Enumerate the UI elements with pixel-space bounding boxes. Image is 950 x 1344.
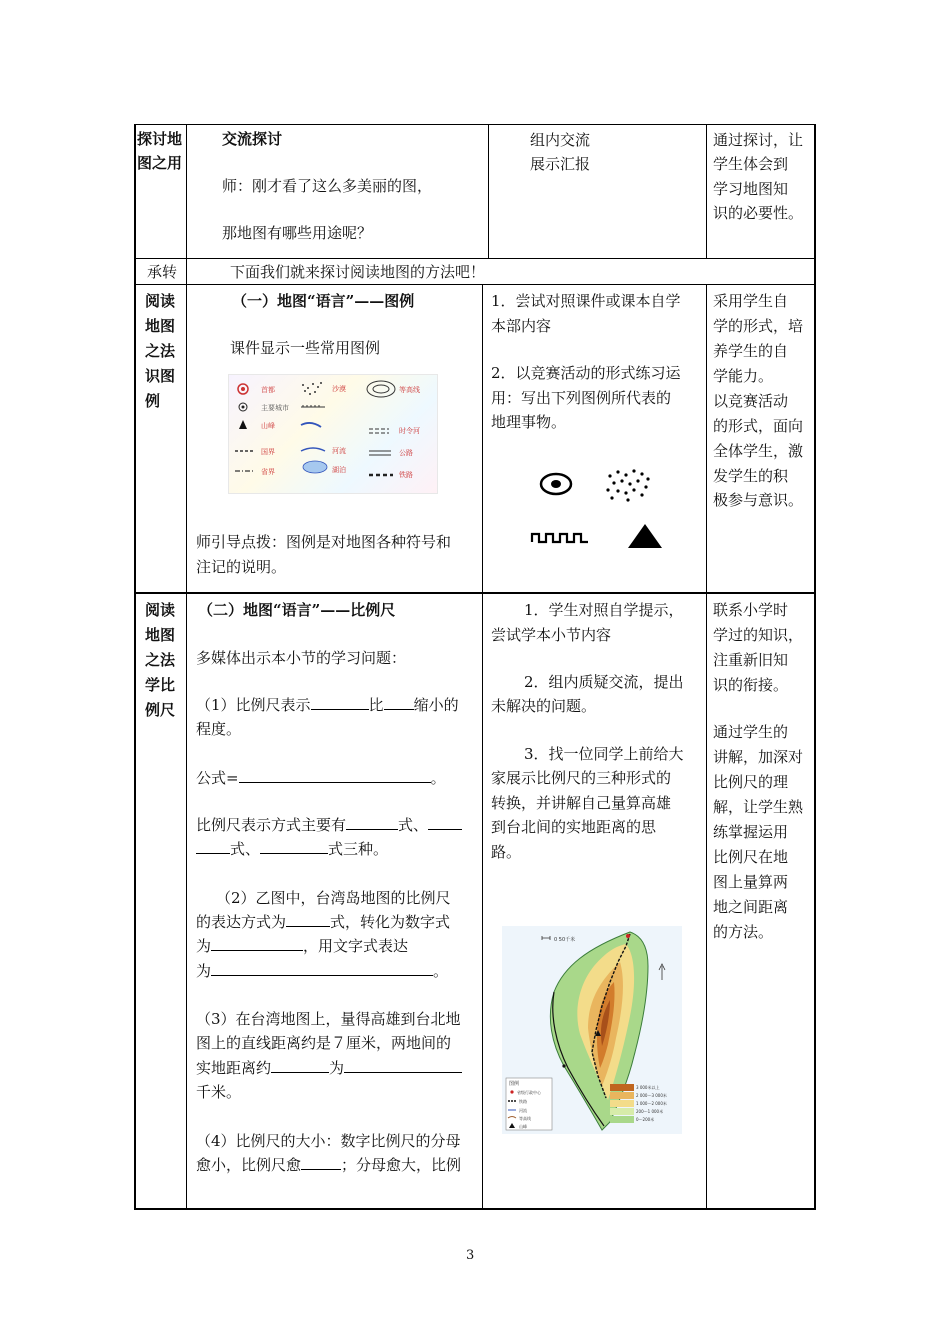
row4-student-line: 2．组内质疑交流，提出 [524, 673, 684, 691]
row3-intent-line: 极参与意识。 [713, 491, 804, 509]
row4-intent-line: 地之间距离 [713, 898, 789, 916]
row3-student-line: 2．以竞赛活动的形式练习运 [491, 364, 681, 382]
row1-intent-line: 通过探讨，让 [713, 131, 804, 149]
row4-student-line: 未解决的问题。 [491, 697, 597, 715]
row1-student-line2: 展示汇报 [530, 155, 591, 173]
row4-intent-line: 讲解，加深对 [713, 748, 804, 766]
blank-field[interactable] [301, 1153, 341, 1170]
row4-intent-line: 比例尺的理 [713, 773, 789, 791]
row4-teacher-title: （二）地图“语言”——比例尺 [198, 601, 396, 619]
blank-field[interactable] [344, 1056, 462, 1073]
row4-intent-line: 的方法。 [713, 923, 774, 941]
col-divider [186, 124, 187, 258]
page-number: 3 [466, 1248, 475, 1263]
svg-text:等高线: 等高线 [519, 1116, 531, 1121]
row4-intent-line: 注重新旧知 [713, 651, 789, 669]
row1-teacher-line1: 师：刚才看了这么多美丽的图， [222, 177, 433, 195]
row4-label: 地图 [145, 626, 176, 644]
svg-text:首都: 首都 [261, 386, 275, 394]
row4-student-line: 3．找一位同学上前给大 [524, 745, 684, 763]
blank-field[interactable] [311, 693, 369, 710]
row3-label: 地图 [145, 317, 176, 335]
svg-text:河流: 河流 [332, 447, 346, 455]
row4-intent-line: 联系小学时 [713, 601, 789, 619]
svg-text:山峰: 山峰 [261, 422, 275, 430]
row4-label: 阅读 [145, 601, 176, 619]
row3-teacher-title: （一）地图“语言”——图例 [232, 292, 415, 310]
question-1-line2: 程度。 [196, 720, 242, 738]
row3-intent-line: 学能力。 [713, 367, 774, 385]
svg-text:铁路: 铁路 [399, 471, 413, 479]
row4-label: 例尺 [145, 701, 176, 719]
row4-teacher-intro: 多媒体出示本小节的学习问题： [196, 649, 407, 667]
col-divider [482, 284, 483, 1210]
blank-field[interactable] [211, 934, 303, 951]
row3-label: 例 [145, 392, 161, 410]
blank-field[interactable] [196, 837, 230, 854]
svg-text:0 50千米: 0 50千米 [554, 937, 576, 943]
blank-field[interactable] [346, 813, 398, 830]
svg-text:省级行政中心: 省级行政中心 [517, 1090, 541, 1095]
row4-student-line: 家展示比例尺的三种形式的 [491, 769, 672, 787]
row4-student-line: 路。 [491, 843, 522, 861]
table-border-right [814, 124, 816, 1210]
row1-intent-line: 识的必要性。 [713, 204, 804, 222]
blank-field[interactable] [271, 1056, 329, 1073]
row3-student-line: 1．尝试对照课件或课本自学 [491, 292, 681, 310]
row3-intent-line: 全体学生，激 [713, 442, 804, 460]
row1-intent-line: 学生体会到 [713, 155, 789, 173]
question-2-line3: 为 ，用文字式表达 [196, 934, 408, 958]
blank-field[interactable] [428, 813, 462, 830]
row3-intent-line: 的形式，面向 [713, 417, 804, 435]
question-3-line2: 图上的直线距离约是７厘米，两地间的 [196, 1034, 452, 1052]
row4-intent-line: 通过学生的 [713, 723, 789, 741]
svg-text:图例: 图例 [509, 1081, 520, 1087]
question-3-line4: 千米。 [196, 1083, 242, 1101]
row4-intent-line: 图上量算两 [713, 873, 789, 891]
row3-student-line: 地理事物。 [491, 413, 567, 431]
svg-text:主要城市: 主要城市 [261, 404, 289, 412]
table-border-left [134, 124, 136, 1210]
row4-student-line: 1．学生对照自学提示， [524, 601, 684, 619]
great-wall-symbol-icon [532, 534, 588, 542]
row4-label: 学比 [145, 676, 176, 694]
blank-field[interactable] [211, 959, 433, 976]
svg-text:公路: 公路 [399, 449, 413, 457]
question-4-line1: （4）比例尺的大小：数字比例尺的分母 [196, 1132, 461, 1150]
col-divider [186, 258, 187, 284]
symbol-quiz-figures [528, 462, 668, 554]
row3-teacher-note: 课件显示一些常用图例 [230, 339, 381, 357]
row4-intent-line: 解，让学生熟 [713, 798, 804, 816]
question-2-line2: 的表达方式为 式，转化为数字式 [196, 910, 450, 934]
row4-student-line: 到台北间的实地距离的思 [491, 818, 657, 836]
blank-field[interactable] [384, 693, 414, 710]
row1-intent-line: 学习地图知 [713, 180, 789, 198]
col-divider [186, 284, 187, 1210]
row4-intent-line: 比例尺在地 [713, 848, 789, 866]
row4-intent-line: 识的衔接。 [713, 676, 789, 694]
row3-student-line: 本部内容 [491, 317, 552, 335]
table-border-bottom [134, 1208, 816, 1210]
svg-text:时令河: 时令河 [399, 427, 420, 435]
row3-intent-line: 以竞赛活动 [713, 392, 789, 410]
row3-intent-line: 采用学生自 [713, 292, 789, 310]
question-3-line3: 实地距离约 为 [196, 1056, 462, 1080]
svg-text:3 000米以上: 3 000米以上 [636, 1085, 660, 1090]
desert-symbol-icon [606, 469, 649, 501]
svg-text:1 000～2 000米: 1 000～2 000米 [636, 1101, 667, 1106]
row4-label: 之法 [145, 651, 176, 669]
svg-text:河流: 河流 [519, 1108, 527, 1113]
row-divider [134, 284, 816, 285]
svg-text:等高线: 等高线 [399, 386, 420, 394]
row1-teacher-line2: 那地图有哪些用途呢？ [222, 224, 373, 242]
ways-line1: 比例尺表示方式主要有 式、 [196, 813, 462, 837]
row4-student-line: 转换，并讲解自己量算高雄 [491, 794, 672, 812]
row1-label-line2: 图之用 [137, 154, 183, 172]
svg-text:沙漠: 沙漠 [332, 385, 346, 393]
row3-intent-line: 学的形式，培 [713, 317, 804, 335]
ways-line2: 式、 式三种。 [196, 837, 388, 861]
svg-text:铁路: 铁路 [519, 1099, 527, 1104]
mountain-peak-symbol-icon [628, 524, 662, 548]
row-divider [134, 258, 816, 259]
question-1-line1: （1）比例尺表示 比 缩小的 [196, 693, 459, 717]
row3-student-line: 用：写出下列图例所代表的 [491, 389, 672, 407]
taiwan-relief-map [502, 926, 682, 1134]
svg-text:省界: 省界 [261, 468, 275, 476]
legend-symbols-image [228, 374, 438, 494]
svg-text:200～1 000米: 200～1 000米 [636, 1109, 664, 1114]
table-border-top [134, 124, 816, 125]
blank-field[interactable] [239, 766, 431, 783]
svg-text:0～200米: 0～200米 [636, 1117, 655, 1122]
col-divider [488, 124, 489, 258]
row1-label-line1: 探讨地 [137, 130, 183, 148]
row3-intent-line: 发学生的积 [713, 467, 789, 485]
row1-teacher-title: 交流探讨 [222, 130, 283, 148]
question-4-line2: 愈小，比例尺愈 ；分母愈大，比例 [196, 1153, 461, 1177]
svg-text:2 000～3 000米: 2 000～3 000米 [636, 1093, 667, 1098]
blank-field[interactable] [260, 837, 328, 854]
question-2-line4: 为 。 [196, 959, 448, 983]
formula-line: 公式= 。 [196, 766, 446, 790]
row2-text: 下面我们就来探讨阅读地图的方法吧！ [230, 263, 486, 281]
row4-intent-line: 练掌握运用 [713, 823, 789, 841]
row3-guide-line1: 师引导点拨：图例是对地图各种符号和 [196, 533, 452, 551]
question-2-line1: （2）乙图中，台湾岛地图的比例尺 [216, 889, 451, 907]
row3-label: 识图 [145, 367, 176, 385]
svg-text:山峰: 山峰 [519, 1124, 527, 1129]
row3-intent-line: 养学生的自 [713, 342, 789, 360]
row4-intent-line: 学过的知识， [713, 626, 804, 644]
row1-student-line1: 组内交流 [530, 131, 591, 149]
question-3-line1: （3）在台湾地图上，量得高雄到台北地 [196, 1010, 461, 1028]
row3-label: 阅读 [145, 292, 176, 310]
row2-label: 承转 [147, 263, 178, 281]
row3-label: 之法 [145, 342, 176, 360]
row3-guide-line2: 注记的说明。 [196, 558, 287, 576]
row4-student-line: 尝试学本小节内容 [491, 626, 612, 644]
col-divider [706, 124, 707, 258]
svg-text:湖泊: 湖泊 [332, 466, 346, 474]
row-divider [134, 592, 816, 594]
blank-field[interactable] [286, 910, 330, 927]
col-divider [706, 284, 707, 1210]
svg-text:国界: 国界 [261, 448, 275, 456]
